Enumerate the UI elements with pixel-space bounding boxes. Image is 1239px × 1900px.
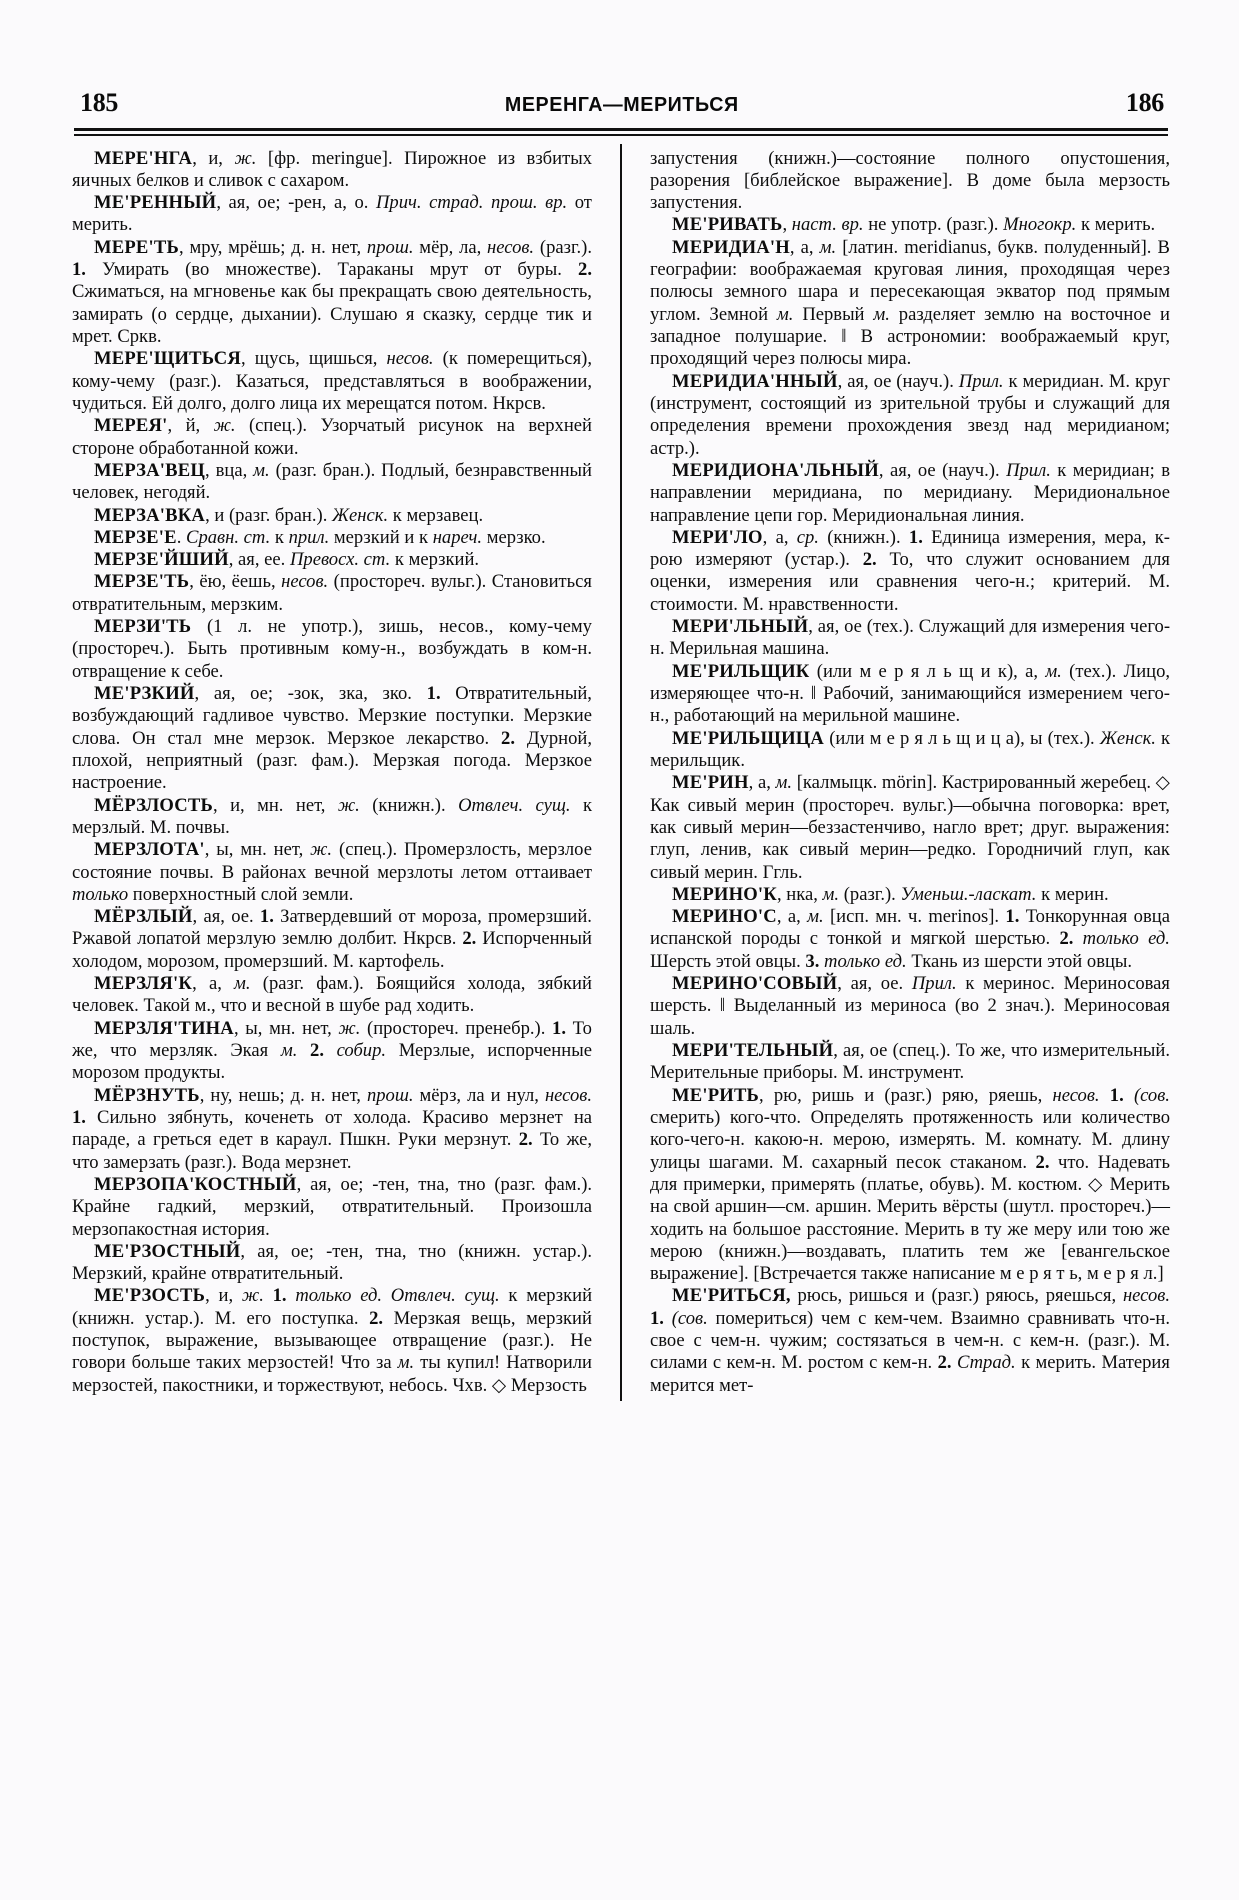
- entry-headword: МЕРЗИ'ТЬ: [94, 616, 192, 638]
- entry-headword: МЕРЗОПА'КОСТНЫЙ: [94, 1173, 297, 1195]
- entry-headword: МЁРЗНУТЬ: [94, 1084, 200, 1106]
- folio-left: 185: [80, 88, 119, 117]
- entry-definition: , й, ж. (спец.). Узорчатый рисунок на верхней стороне обработанной кожи.: [72, 415, 592, 459]
- rule-thin: [74, 134, 1168, 136]
- entry-definition: , ая, ее. Превосх. ст. к мерзкий.: [228, 549, 480, 571]
- folio-right: 186: [1125, 88, 1164, 117]
- entry-definition: , а, м. [исп. мн. ч. merinos]. 1. Тонкорунная овца испанской породы с тонкой и мягкой шерстью. 2. только ед. Шерсть этой овцы. 3. только ед. Ткань из шерсти этой овцы.: [650, 906, 1170, 972]
- entry-definition: , а, м. [латин. meridianus, букв. полуденный]. В географии: воображаемая круговая линия, проходящая через полюсы земного шара и пересекающая экватор под прямым углом. Земной м. Первый м. разделяет землю на восточное и западное полушарие. ‖ В астрономии: воображаемый круг, проходящий через полюсы мира.: [650, 236, 1171, 370]
- entry-definition: , мру, мрёшь; д. н. нет, прош. мёр, ла, несов. (разг.). 1. Умирать (во множестве). Тараканы мрут от буры. 2. Сжиматься, на мгновенье как бы прекращать свою деятельность, замирать (о сердце, дыхании). Слушаю я сказку, сердце тик и мрет. Сркв.: [72, 236, 592, 347]
- entry-headword: МЕРИДИА'Н: [672, 236, 790, 258]
- entry-headword: МЕРЗЕ'ЙШИЙ: [94, 549, 229, 571]
- dictionary-entry: [650, 661, 1170, 728]
- entry-headword: МЕ'РИТЬСЯ,: [672, 1285, 791, 1307]
- header-rule: [72, 128, 1170, 136]
- dictionary-entry: [650, 616, 1170, 661]
- dictionary-entry: [72, 839, 592, 906]
- entry-headword: МЕРЕ'ТЬ: [94, 236, 179, 258]
- page-content: [72, 88, 1170, 1397]
- dictionary-entry: [650, 1285, 1170, 1397]
- dictionary-entry: [72, 616, 592, 683]
- entry-definition: , и (разг. бран.). Женск. к мерзавец.: [205, 504, 484, 526]
- entry-definition: , и, ж. 1. только ед. Отвлеч. сущ. к мерзкий (книжн. устар.). М. его поступка. 2. Мерзкая вещь, мерзкий поступок, выражение, вызывающее отвращение (разг.). Не говори больше таких мерзостей! Что за м. ты купил! Натворили мерзостей, пакостники, и торжествуют, небось. Чхв. ◇ Мерзость: [72, 1285, 593, 1396]
- dictionary-entry: [72, 148, 592, 193]
- entry-headword: МЕРЕ'НГА: [94, 147, 193, 169]
- dictionary-entry: [72, 683, 592, 795]
- entry-headword: МЕРИ'ЛЬНЫЙ: [672, 616, 809, 638]
- dictionary-entry: [650, 973, 1170, 1040]
- dictionary-entry: [650, 460, 1170, 527]
- entry-definition: , ая, ое (науч.). Прил. к меридиан; в направлении меридиана, по меридиану. Меридиональное направление цепи гор. Меридиональная линия.: [650, 459, 1171, 526]
- entry-headword: МЕРИДИОНА'ЛЬНЫЙ: [672, 459, 879, 481]
- dictionary-entry: [72, 906, 592, 973]
- entry-headword: МЕ'РИВАТЬ: [672, 214, 783, 236]
- entry-headword: МЕ'РЕННЫЙ: [94, 192, 217, 214]
- entry-definition: , ы, мн. нет, ж. (спец.). Промерзлость, мерзлое состояние почвы. В районах вечной мерзлоты летом оттаивает только поверхностный слой земли.: [72, 839, 593, 905]
- entry-headword: МЁРЗЛЫЙ: [94, 906, 193, 928]
- entry-definition: , ая, ое; -зок, зка, зко. 1. Отвратительный, возбуждающий гадливое чувство. Мерзкие поступки. Мерзкие слова. Он стал мне мерзок. Мерзкое лекарство. 2. Дурной, плохой, неприятный (разг. фам.). Мерзкая погода. Мерзкое настроение.: [72, 683, 593, 794]
- entry-definition: , ая, ое. Прил. к меринос. Мериносовая шерсть. ‖ Выделанный из мериноса (во 2 знач.). Мериносовая шаль.: [650, 973, 1170, 1039]
- divider-line: [620, 144, 622, 1402]
- entry-definition: , вца, м. (разг. бран.). Подлый, безнравственный человек, негодяй.: [72, 459, 592, 504]
- dictionary-entry: [650, 1085, 1170, 1286]
- column-container: [72, 148, 1170, 1398]
- entry-definition: , ая, ое (науч.). Прил. к меридиан. М. круг (инструмент, состоящий из зрительной трубы и служащий для определения времени прохождения звезд над меридианом; астр.).: [650, 370, 1171, 459]
- entry-headword: МЕ'РЗКИЙ: [94, 683, 195, 704]
- entry-headword: МЕРЗЕ'ТЬ: [94, 571, 190, 593]
- dictionary-entry: [650, 906, 1170, 973]
- entry-definition: (или м е р я л ь щ и ц а), ы (тех.). Женск. к мерильщик.: [650, 727, 1171, 771]
- entry-definition: , нка, м. (разг.). Уменьш.-ласкат. к мерин.: [776, 883, 1109, 905]
- entry-headword: МЕРИНО'К: [672, 883, 777, 905]
- dictionary-entry: [72, 192, 592, 237]
- entry-headword: МЕРЕЯ': [94, 415, 168, 437]
- running-head: [72, 88, 1170, 118]
- entry-definition: , и, мн. нет, ж. (книжн.). Отвлеч. сущ. к мерзлый. М. почвы.: [72, 794, 593, 838]
- dictionary-entry: [650, 214, 1170, 236]
- entry-definition: запустения (книжн.)—состояние полного опустошения, разорения [библейское выражение]. В доме была мерзость запустения.: [650, 147, 1170, 214]
- rule-thick: [74, 128, 1168, 131]
- dictionary-entry: [650, 1040, 1170, 1085]
- dictionary-entry: [650, 527, 1170, 616]
- entry-headword: МЕ'РИЛЬЩИК: [672, 660, 810, 682]
- entry-headword: МЕ'РЗОСТНЫЙ: [94, 1240, 241, 1262]
- page-title: МЕРЕНГА—МЕРИТЬСЯ: [505, 93, 739, 116]
- dictionary-entry: [72, 505, 592, 527]
- entry-definition: , ая, ое (спец.). То же, что измерительный. Мерительные приборы. М. инструмент.: [650, 1040, 1171, 1084]
- entry-headword: МЕ'РИН: [672, 772, 749, 794]
- dictionary-entry: [72, 1241, 592, 1286]
- dictionary-entry: [72, 1085, 592, 1174]
- entry-definition: , рю, ришь и (разг.) ряю, ряешь, несов. 1. (сов. смерить) кого-что. Определять протяженность или количество кого-чего-н. какою-н. мерою, измерять. М. комнату. М. длину улицы шагами. М. сахарный песок стаканом. 2. что. Надевать для примерки, примерять (платье, обувь). М. костюм. ◇ Мерить на свой аршин—см. аршин. Мерить вёрсты (шутл. простореч.)—ходить на большое расстояние. Мерить в ту же меру или тою же мерою (книжн.)—воздавать, платить тем же [евангельское выражение]. [Встречается также написание м е р я т ь, м е р я л.]: [650, 1084, 1171, 1285]
- dictionary-entry: [650, 148, 1170, 215]
- entry-definition: , ая, ое; -рен, а, о. Прич. страд. прош. вр. от мерить.: [72, 192, 592, 236]
- dictionary-entry: [650, 237, 1170, 371]
- entry-headword: МЕРЗЛОТА': [94, 839, 205, 861]
- entry-definition: , ну, нешь; д. н. нет, прош. мёрз, ла и нул, несов. 1. Сильно зябнуть, коченеть от холода. Красиво мерзнет на параде, а греться едет в караул. Пшкн. Руки мерзнут. 2. То же, что замерзать (разг.). Вода мерзнет.: [72, 1084, 593, 1173]
- left-column: [72, 148, 592, 1398]
- entry-headword: МЕРИ'ЛО: [672, 526, 763, 548]
- dictionary-entry: [650, 884, 1170, 906]
- entry-headword: МЕРИ'ТЕЛЬНЫЙ: [672, 1040, 834, 1061]
- dictionary-entry: [650, 772, 1170, 884]
- entry-headword: МЕРИДИА'ННЫЙ: [672, 370, 838, 392]
- entry-definition: , а, м. [калмыцк. mörin]. Кастрированный жеребец. ◇ Как сивый мерин (простореч. вульг.)—обычна поговорка: врет, как сивый мерин—беззастенчиво, нагло врет; друг. выражения: глуп, ленив, как сивый мерин—редко. Городничий глуп, как сивый мерин. Ггль.: [650, 772, 1170, 883]
- entry-headword: МЕРЕ'ЩИТЬСЯ: [94, 348, 242, 370]
- column-divider: [592, 148, 650, 1398]
- entry-headword: МЕРЗА'ВКА: [94, 504, 206, 526]
- entry-headword: МЕ'РИЛЬЩИЦА: [672, 727, 825, 749]
- dictionary-entry: [72, 237, 592, 349]
- entry-definition: , а, м. (разг. фам.). Боящийся холода, зябкий человек. Такой м., что и весной в шубе рад ходить.: [72, 973, 592, 1017]
- dictionary-entry: [72, 1018, 592, 1085]
- entry-headword: МЕ'РЗОСТЬ: [94, 1285, 206, 1307]
- dictionary-entry: [650, 728, 1170, 773]
- entry-headword: МЕРЗЕ'Е: [94, 526, 177, 548]
- dictionary-entry: [650, 371, 1170, 460]
- dictionary-entry: [72, 415, 592, 460]
- entry-definition: , ы, мн. нет, ж. (простореч. пренебр.). 1. То же, что мерзляк. Экая м. 2. собир. Мерзлые, испорченные морозом продукты.: [72, 1017, 592, 1084]
- dictionary-entry: [72, 571, 592, 616]
- entry-definition: рюсь, ришься и (разг.) ряюсь, ряешься, несов. 1. (сов. помериться) чем с кем-чем. Взаимно сравнивать что-н. свое с чем-н. чужим; состязаться в чем-н. с кем-н. (разг.). М. силами с кем-н. М. ростом с кем-н. 2. Страд. к мерить. Материя мерится мет-: [650, 1285, 1171, 1396]
- dictionary-entry: [72, 460, 592, 505]
- entry-headword: МЕРИНО'С: [672, 906, 777, 928]
- entry-definition: (1 л. не употр.), зишь, несов., кому-чему (простореч.). Быть противным кому-н., возбуждать в ком-н. отвращение к себе.: [72, 616, 593, 682]
- dictionary-entry: [72, 348, 592, 415]
- right-column: [650, 148, 1170, 1398]
- entry-definition: , ая, ое. 1. Затвердевший от мороза, промерзший. Ржавой лопатой мерзлую землю долбит. Нкрсв. 2. Испорченный холодом, морозом, промерзший. М. картофель.: [72, 906, 592, 972]
- entry-headword: МЕРЗЛЯ'ТИНА: [94, 1017, 234, 1039]
- entry-definition: (или м е р я л ь щ и к), а, м. (тех.). Лицо, измеряющее что-н. ‖ Рабочий, занимающийся измерением чего-н., работающий на мерильной машине.: [650, 660, 1171, 727]
- dictionary-entry: [72, 527, 592, 549]
- entry-definition: , ая, ое; -тен, тна, тно (книжн. устар.). Мерзкий, крайне отвратительный.: [72, 1240, 592, 1285]
- entry-headword: МЕРИНО'СОВЫЙ: [672, 973, 838, 995]
- entry-definition: , ая, ое (тех.). Служащий для измерения чего-н. Мерильная машина.: [650, 616, 1171, 660]
- entry-headword: МЕРЗА'ВЕЦ: [94, 459, 206, 481]
- entry-headword: МЁРЗЛОСТЬ: [94, 794, 214, 816]
- dictionary-entry: [72, 1285, 592, 1397]
- entry-headword: МЕ'РИТЬ: [672, 1084, 760, 1106]
- entry-definition: , а, ср. (книжн.). 1. Единица измерения, мера, к-рою измеряют (устар.). 2. То, что служит основанием для оценки, измерения или сравнения чего-н.; критерий. М. стоимости. М. нравственности.: [650, 526, 1170, 615]
- dictionary-entry: [72, 549, 592, 571]
- dictionary-entry: [72, 795, 592, 840]
- entry-definition: , ая, ое; -тен, тна, тно (разг. фам.). Крайне гадкий, мерзкий, отвратительный. Произошла мерзопакостная история.: [72, 1173, 593, 1240]
- dictionary-entry: [72, 973, 592, 1018]
- entry-definition: , щусь, щишься, несов. (к померещиться), кому-чему (разг.). Казаться, представляться в воображении, чудиться. Ей долго, долго лица их мерещатся потом. Нкрсв.: [72, 348, 592, 414]
- dictionary-entry: [72, 1174, 592, 1241]
- entry-definition: , ёю, ёешь, несов. (простореч. вульг.). Становиться отвратительным, мерзким.: [72, 571, 592, 615]
- entry-headword: МЕРЗЛЯ'К: [94, 973, 193, 995]
- entry-definition: . Сравн. ст. к прил. мерзкий и к нареч. мерзко.: [176, 526, 546, 548]
- entry-definition: , наст. вр. не употр. (разг.). Многокр. к мерить.: [782, 214, 1156, 236]
- entry-definition: , и, ж. [фр. meringue]. Пирожное из взбитых яичных белков и сливок с сахаром.: [72, 147, 592, 191]
